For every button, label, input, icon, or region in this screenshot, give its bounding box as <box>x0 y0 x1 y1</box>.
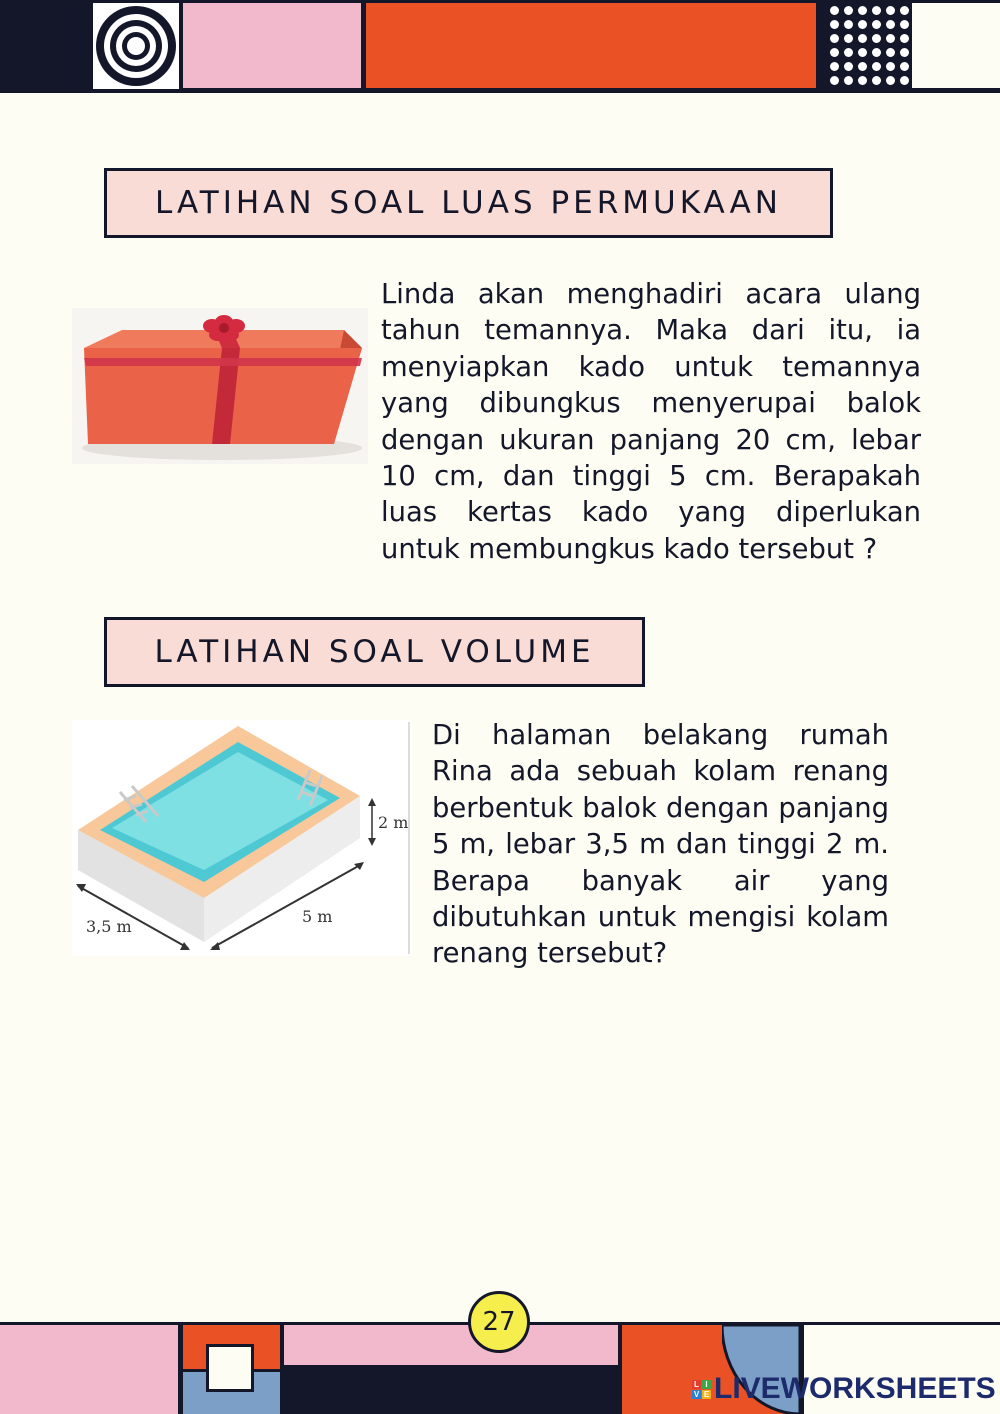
dot-grid-icon <box>830 6 912 88</box>
question-luas-permukaan: Linda akan menghadiri acara ulang tahun temannya. Maka dari itu, ia menyiapkan kado untuk temannya yang dibungkus menyerupai balok dengan ukuran panjang 20 cm, lebar 10 cm, dan tinggi 5 cm. Berapakah luas kertas kado yang diperlukan untuk membungkus kado tersebut ? <box>381 279 921 565</box>
banner-bottom-pink-left <box>0 1325 178 1414</box>
liveworksheets-watermark <box>692 1372 996 1406</box>
section-title-luas-permukaan: LATIHAN SOAL LUAS PERMUKAAN <box>104 168 833 238</box>
liveworksheets-text: LIVEWORKSHEETS <box>714 1372 996 1405</box>
banner-orange-block <box>366 3 816 88</box>
top-banner <box>0 0 1000 93</box>
gift-box-image <box>72 308 368 464</box>
height-label: 2 m <box>378 813 409 832</box>
banner-cream-block <box>912 3 1000 88</box>
page-number: 27 <box>468 1291 530 1353</box>
banner-bottom-pink-mid <box>284 1325 618 1365</box>
liveworksheets-logo-icon: L I V E <box>693 1379 710 1399</box>
section-title-volume: LATIHAN SOAL VOLUME <box>104 617 645 687</box>
width-label: 3,5 m <box>86 917 132 936</box>
question-volume: Di halaman belakang rumah Rina ada sebuah kolam renang berbentuk balok dengan panjang 5 m, lebar 3,5 m dan tinggi 2 m. Berapa banyak air yang dibutuhkan untuk mengisi kolam renang tersebut? <box>432 720 889 970</box>
banner-pink-block <box>183 3 361 88</box>
swimming-pool-image <box>72 720 412 956</box>
concentric-circles-icon <box>93 3 179 89</box>
banner-bottom-square <box>206 1344 254 1392</box>
length-label: 5 m <box>302 907 333 926</box>
